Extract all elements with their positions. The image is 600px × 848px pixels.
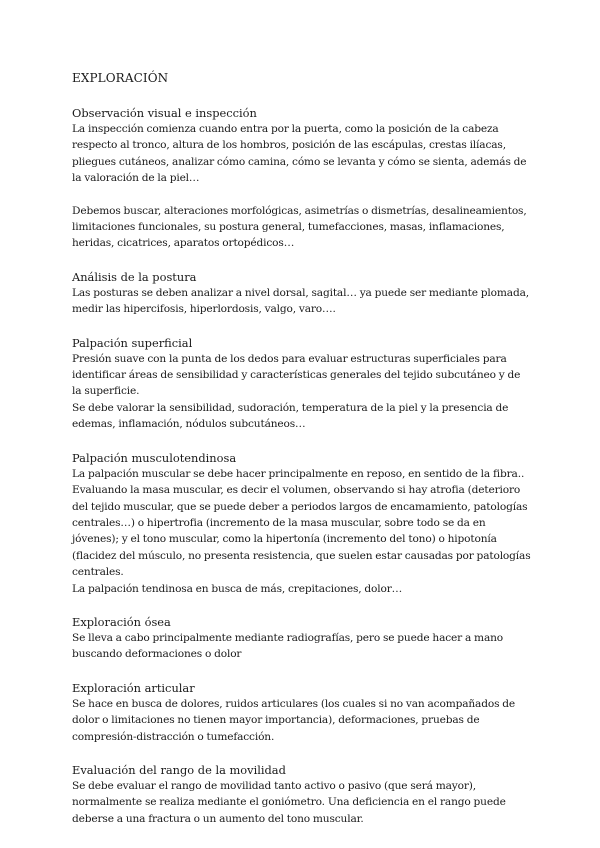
section-paragraph: La palpación tendinosa en busca de más, crepitaciones, dolor… [72,582,403,595]
section-heading: Observación visual e inspección [72,106,257,120]
section-observacion-visual [72,105,532,252]
section-paragraph: Las posturas se deben analizar a nivel dorsal, sagital… ya puede ser mediante plomada, medir las hipercifosis, hiperlordosis, valgo, varo…. [72,286,529,316]
section-paragraph: Se debe valorar la sensibilidad, sudoración, temperatura de la piel y la presencia de edemas, inflamación, nódulos subcutáneos… [72,401,509,431]
document-page [72,70,532,844]
section-heading: Palpación superficial [72,335,193,350]
section-rango-movilidad [72,762,532,827]
section-paragraph: La palpación muscular se debe hacer principalmente en reposo, en sentido de la fibra.. Evaluando la masa muscular, es decir el volumen, observando si hay atrofia (deterioro del tejido muscular, que se puede deber a periodos largos de encamamiento, patologías centrales…) o hipertrofia (incremento de la masa muscular, sobre todo se da en jóvenes); y el tono muscular, como la hipertonía (incremento del tono) o hipotonía (flacidez del músculo, no presenta resistencia, que suelen estar causadas por patologías centrales. [72,467,531,579]
section-palpacion-superficial [72,335,532,433]
section-palpacion-musculotendinosa [72,450,532,597]
section-paragraph: Se lleva a cabo principalmente mediante radiografías, pero se puede hacer a mano buscando deformaciones o dolor [72,631,504,661]
document-title: EXPLORACIÓN [72,71,169,85]
section-heading: Exploración articular [72,680,195,695]
section-analisis-postura [72,269,532,318]
section-exploracion-articular [72,680,532,745]
section-paragraph: Debemos buscar, alteraciones morfológicas, asimetrías o dismetrías, desalineamientos, limitaciones funcionales, su postura general, tumefacciones, masas, inflamaciones, heridas, cicatrices, aparatos ortopédicos… [72,204,527,250]
section-heading: Exploración ósea [72,614,171,629]
section-paragraph: Se hace en busca de dolores, ruidos articulares (los cuales si no van acompañados de dolor o limitaciones no tienen mayor importancia), deformaciones, pruebas de compresión-distracción o tumefacción. [72,697,516,743]
section-paragraph: Se debe evaluar el rango de movilidad tanto activo o pasivo (que será mayor), normalmente se realiza mediante el goniómetro. Una deficiencia en el rango puede deberse a una fractura o un aumento del tono muscular. [72,779,506,825]
section-paragraph: La inspección comienza cuando entra por la puerta, como la posición de la cabeza respecto al tronco, altura de los hombros, posición de las escápulas, crestas ilíacas, pliegues cutáneos, analizar cómo camina, cómo se levanta y cómo se sienta, además de la valoración de la piel… [72,123,527,185]
section-heading: Análisis de la postura [72,269,197,284]
section-paragraph: Presión suave con la punta de los dedos para evaluar estructuras superficiales para identificar áreas de sensibilidad y características generales del tejido subcutáneo y de la superficie. [72,352,521,398]
section-heading: Palpación musculotendinosa [72,450,237,465]
section-heading: Evaluación del rango de la movilidad [72,762,286,777]
section-exploracion-osea [72,614,532,663]
